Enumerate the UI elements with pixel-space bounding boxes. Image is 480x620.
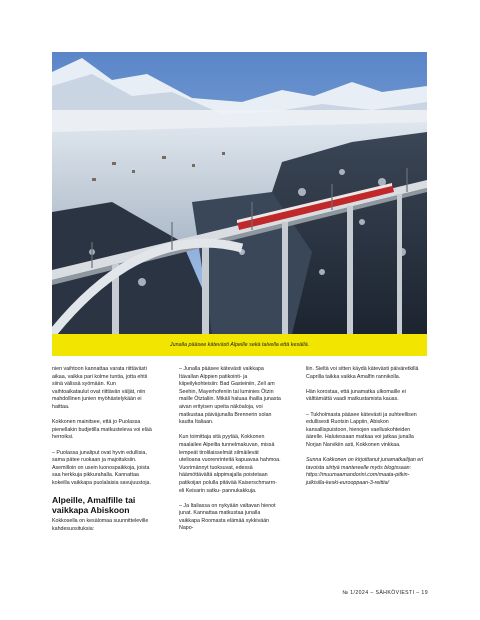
alpine-railway-photo <box>52 52 427 334</box>
paragraph: liin. Sieltä voi sitten käydä kätevästi päiväretkillä Caprilla taikka vaikka Amalfin rannikolla. <box>306 366 419 380</box>
paragraph: Kokkonen mainitsee, että jo Puolassa pienellakin budjetilla matkusteleva voi elää herroiksi. <box>52 419 152 441</box>
paragraph: – Puolassa junaliput ovat hyvin edullisia, sama pätee ruokaan ja majoituksiin. Asemilloin on usein luonospaikkoja, joista saa herkkuja pikkurahalla. Kannattaa kokeilla vaikkapa puolalaisia savujuustoja. <box>52 449 151 486</box>
caption-text: Junalla pääsee kätevästi Alpeille sekä talvella että kesällä. <box>169 342 310 348</box>
paragraph: Kokkosella on kesälomaa suunnitteleville kahdesuosituksia: <box>52 518 149 532</box>
paragraph: Hän korostaa, että junamatka ulkomaille ei välttämättä vaadi matkustamista kauas. <box>306 388 406 403</box>
paragraph: – Junalla pääsee kätevästi vaikkapa Itävallan Alppien patikointi- ja kiipeilykohteisiin: Bad Gasteiniin, Zell am Seehin, Mayerhofeniin tai luminies Ötzin maille Ötztaliin. Mikäli haluaa ihailla junasta aivan erityisen upeita näköaloja, voi matkustaa päiväjunalla Brennerin solan kautta Italiaan. <box>179 366 281 426</box>
paragraph: – Ja Italiassa on nykyään valtavan hienot junat. Kannattaa matkustaa junalla vaikkapa Roomasta elämää sykkivään Napo- <box>179 502 276 532</box>
text-column-1 <box>52 366 154 541</box>
section-heading: Alpeille, Amalfille tai vaikkapa Abiskoon <box>52 495 136 516</box>
page-footer: № 1/2024 – SÄHKÖVIESTI – 19 <box>342 590 428 596</box>
paragraph: – Tukholmasta pääsee kätevästi ja suhteellisen edullisesti Ruotsin Lappiin, Abiskon kansallispuistoon, hienojen vaelluskohteiden äärelle. Halutessaan matkaa voi jatkaa junalla Norjan Narvikiin asti, Kokkonen vinkkaa. <box>306 411 417 448</box>
paragraph: nien vaihtoon kannattaa varata riittävästi aikaa, vaikka pari kolme tuntia, jotta ehtii siinä välissä syömään. Kun vaihtoaikataulut ovat riittävän väljät, niin mahdollinen junien myöhästelykään ei haittaa. <box>52 366 148 410</box>
paragraph: Kun toimittaja sitä pyytää, Kokkonen maalailee Alpeilta tunnelmakuvan, missä lempeät tirolilaisselmät silmäilevät utelioana vuorenrinteitä kapuavaa hahmoa. Vuorimännyt tuoksuvat, edessä häämöttävältä alppimajalla poistetaan patikoijan polulla pitävää Kaiserschmarrn- eli Keisarin satku- pannukakkuja. <box>179 434 281 494</box>
author-note: Sunna Kokkonen on kirjoittanut junamatkailijan eri tavoista siirtyä mantereelle myös blogissaan: https://muumaamandorini.com/maata-pitkin-julkisilla-keski-eurooppaan-3-reittia/ <box>306 457 424 486</box>
text-column-2 <box>179 366 281 541</box>
text-column-3 <box>306 366 424 495</box>
photo-caption <box>52 334 427 356</box>
